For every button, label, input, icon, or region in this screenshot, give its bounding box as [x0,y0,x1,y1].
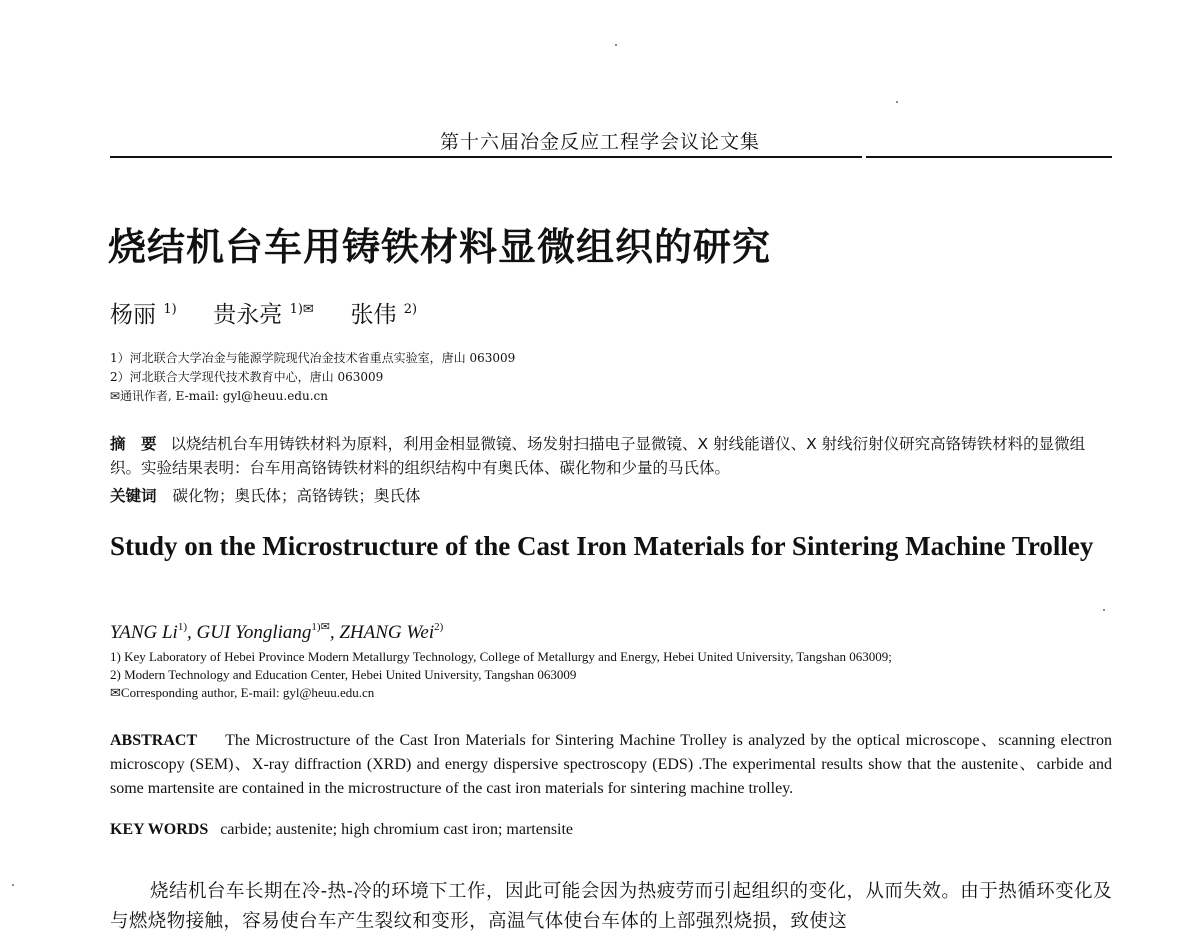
chinese-authors [110,296,417,329]
author-name: ZHANG Wei [339,622,435,643]
corresponding-author-line: ✉通讯作者, E-mail: gyl@heuu.edu.cn [110,389,328,403]
author-affiliation-mark: 1) [163,302,177,317]
keywords-label: 关键词 [110,487,157,505]
corresponding-author-line: ✉Corresponding author, E-mail: gyl@heuu.edu.cn [110,685,375,700]
affiliation-line: 1）河北联合大学冶金与能源学院现代冶金技术省重点实验室，唐山 063009 [110,351,516,365]
chinese-affiliations [110,349,515,406]
english-abstract [110,729,1112,801]
body-paragraph: 烧结机台车长期在冷-热-冷的环境下工作，因此可能会因为热疲劳而引起组织的变化，从而失效。由于热循环变化及与燃烧物接触，容易使台车产生裂纹和变形，高温气体使台车体的上部强烈烧损，致使这 [110,881,1112,932]
author-name: YANG Li [110,622,178,643]
keywords-label: KEY WORDS [110,821,209,838]
chinese-title: 烧结机台车用铸铁材料显微组织的研究 [108,225,772,269]
scan-speck [615,44,617,46]
affiliation-line: 1) Key Laboratory of Hebei Province Modern Metallurgy Technology, College of Metallurgy and Energy, Hebei United University, Tangshan 063009; [110,649,892,664]
chinese-keywords [110,484,421,506]
author-name: 杨丽 [110,302,156,328]
abstract-label: 摘 要 [110,435,157,453]
keywords-text: carbide; austenite; high chromium cast iron; martensite [220,821,574,838]
english-keywords [110,821,573,839]
affiliation-line: 2) Modern Technology and Education Center, Hebei United University, Tangshan 063009 [110,667,577,682]
abstract-text: 以烧结机台车用铸铁材料为原料，利用金相显微镜、场发射扫描电子显微镜、X 射线能谱仪、X 射线衍射仪研究高铬铸铁材料的显微组织。实验结果表明：台车用高铬铸铁材料的组织结构中有奥氏体、碳化物和少量的马氏体。 [110,435,1086,477]
author-affiliation-mark: 1)✉ [311,621,330,633]
author-affiliation-mark: 1) [177,621,188,633]
english-authors: YANG Li$^{1)}$, GUI Yongliang$^{1)✉}$, ZHANG Wei$^{2)}$ [110,621,444,643]
author-affiliation-mark: 1)✉ [289,302,314,317]
english-title: Study on the Microstructure of the Cast Iron Materials for Sintering Machine Trolley [110,531,1094,561]
author-name: 贵永亮 [213,302,283,328]
author-name: 张伟 [350,302,397,328]
author-affiliation-mark: 2) [403,302,418,317]
keywords-text: 碳化物；奥氏体；高铬铸铁；奥氏体 [172,487,421,505]
author-affiliation-mark: 2) [434,621,444,633]
proceedings-header: 第十六届冶金反应工程学会议论文集 [439,131,760,153]
scan-speck [12,884,14,886]
abstract-text: The Microstructure of the Cast Iron Materials for Sintering Machine Trolley is analyzed by the optical microscope、scanning electron microscopy (SEM)、X-ray diffraction (XRD) and energy dispersive spectroscopy (EDS) .The experimental results show that the austenite、carbide and some martensite are contained in the microstructure of the cast iron materials for sintering machine trolley. [110,732,1112,797]
chinese-abstract [110,432,1112,480]
scan-speck [1103,609,1105,611]
affiliation-line: 2）河北联合大学现代技术教育中心，唐山 063009 [110,370,384,384]
abstract-label: ABSTRACT [110,732,198,749]
header-rule-left [110,156,862,158]
header-rule-right [866,156,1112,158]
english-affiliations [110,648,892,702]
scan-speck [896,101,898,103]
author-name: GUI Yongliang [196,622,312,643]
